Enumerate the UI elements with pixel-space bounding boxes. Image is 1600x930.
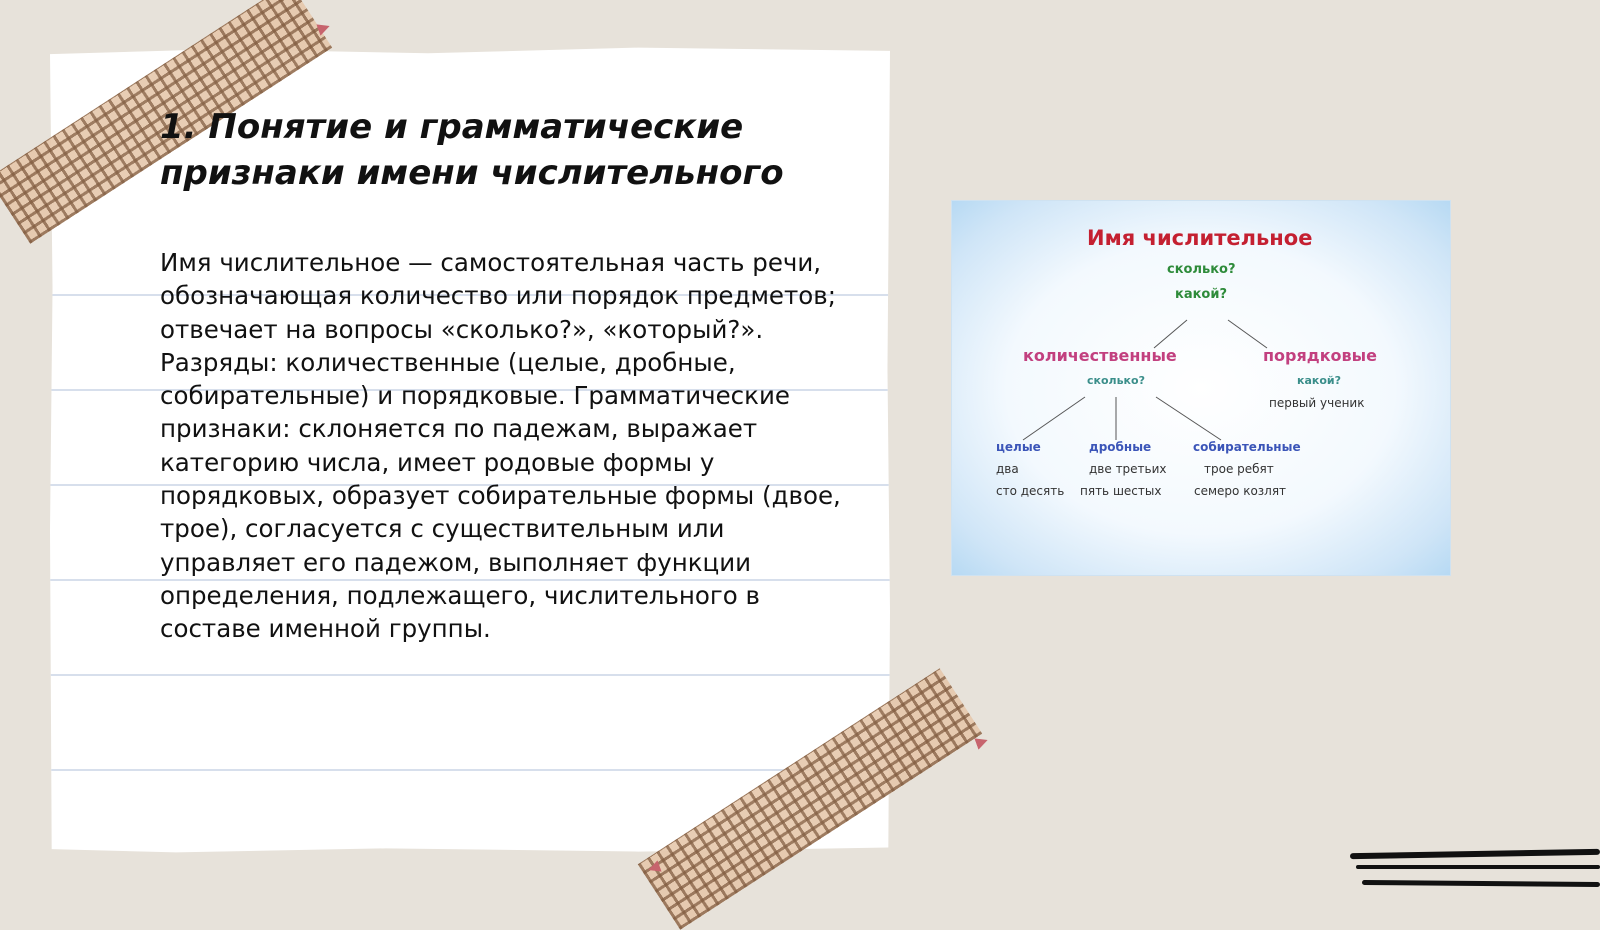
- slide-title: [160, 104, 860, 196]
- diagram-sub-fractional-example-1: две третьих: [1089, 462, 1167, 476]
- diagram-sub-collective-example-2: семеро козлят: [1194, 484, 1287, 498]
- connector-to-sub1: [1023, 397, 1085, 440]
- diagram-connector-lines: [951, 200, 1451, 576]
- diagram-branch-ordinal: порядковые: [1263, 346, 1377, 365]
- marker-stroke: [1350, 849, 1600, 859]
- connector-to-right-branch: [1228, 320, 1267, 348]
- connector-to-sub3: [1156, 397, 1221, 440]
- diagram-branch-ordinal-question: какой?: [1297, 374, 1341, 387]
- marker-stroke: [1356, 865, 1600, 869]
- diagram-ordinal-example: первый ученик: [1269, 396, 1365, 410]
- diagram-question-1: сколько?: [1167, 262, 1236, 277]
- diagram-sub-whole: целые: [996, 440, 1041, 454]
- diagram-question-2: какой?: [1175, 287, 1227, 302]
- slide-title-line-2: признаки имени числительного: [160, 153, 784, 193]
- diagram-sub-whole-example-2: сто десять: [996, 484, 1065, 498]
- diagram-branch-cardinal-question: сколько?: [1087, 374, 1145, 387]
- diagram-sub-collective: собирательные: [1193, 440, 1301, 454]
- paper-rule-line: [50, 674, 890, 676]
- paper-rule-line: [50, 769, 890, 771]
- diagram-heading: Имя числительное: [1087, 226, 1313, 250]
- slide-title-line-1: 1. Понятие и грамматические: [160, 107, 744, 147]
- diagram-branch-cardinal: количественные: [1023, 346, 1177, 365]
- connector-to-left-branch: [1154, 320, 1187, 348]
- diagram-sub-collective-example-1: трое ребят: [1204, 462, 1274, 476]
- slide-body-text: Имя числительное — самостоятельная часть речи, обозначающая количество или порядок предметов; отвечает на вопросы «сколько?», «который?». Разряды: количественные (целые, дробные, собирательные) и порядковые. Грамматические признаки: склоняется по падежам, выражает категорию числа, имеет родовые формы у порядковых, образует собирательные формы (двое, трое), согласуется с существительным или управляет его падежом, выполняет функции определения, подлежащего, числительного в составе именной группы.: [160, 248, 841, 644]
- diagram-sub-fractional-example-2: пять шестых: [1080, 484, 1162, 498]
- numeral-classification-diagram: [951, 200, 1451, 576]
- marker-stroke: [1362, 880, 1600, 887]
- diagram-sub-whole-example-1: два: [996, 462, 1019, 476]
- diagram-sub-fractional: дробные: [1089, 440, 1152, 454]
